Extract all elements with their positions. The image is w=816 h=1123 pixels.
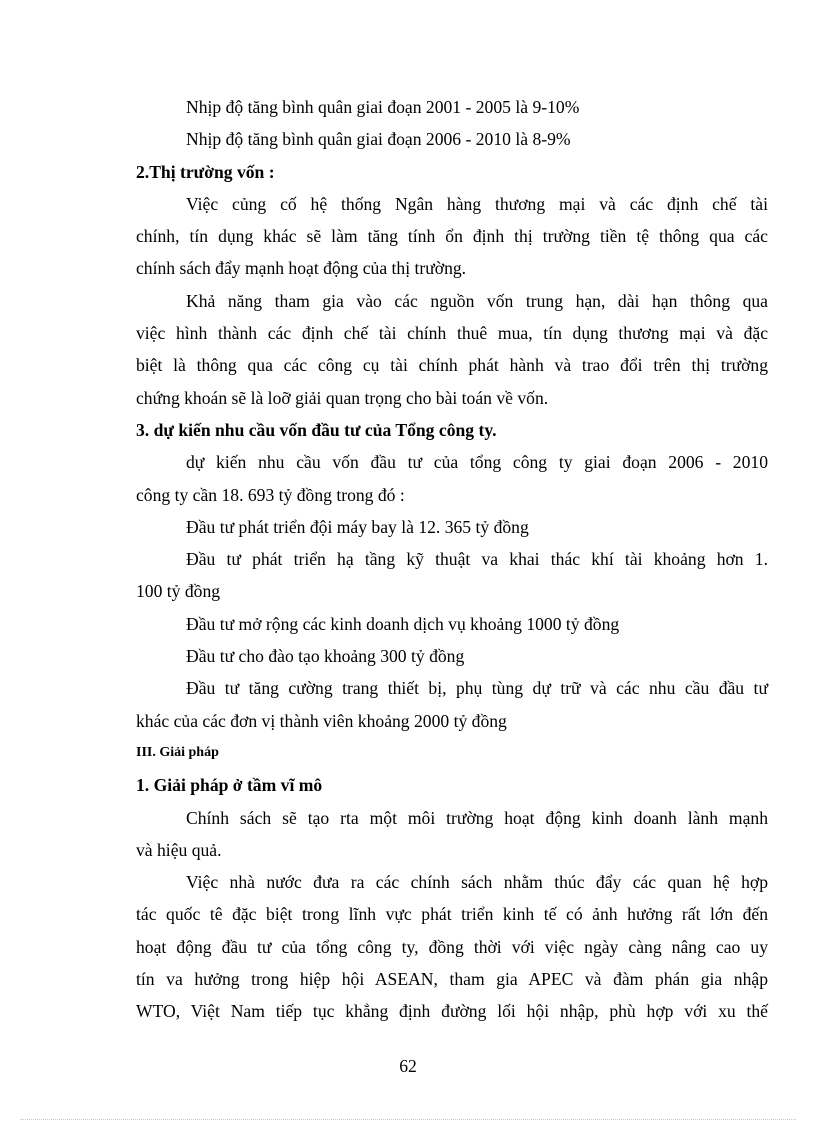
text-line: Đầu tư phát triển hạ tầng kỹ thuật va khai thác khí tài khoảng hơn 1. <box>186 549 768 570</box>
text-line: chính sách đẩy mạnh hoạt động của thị trường. <box>136 258 467 279</box>
text-line: Khả năng tham gia vào các nguồn vốn trung hạn, dài hạn thông qua <box>186 290 768 311</box>
section-heading-capital-needs: 3. dự kiến nhu cầu vốn đầu tư của Tổng công ty. <box>136 419 497 440</box>
paragraph-bank-system <box>136 188 768 285</box>
text-line: tác quốc tê đặc biệt trong lĩnh vực phát triển kinh tế có ảnh hưởng rất lớn đến <box>136 904 768 925</box>
text-line: công ty cần 18. 693 tỷ đồng trong đó : <box>136 484 405 505</box>
growth-rate-2001-2005: Nhịp độ tăng bình quân giai đoạn 2001 - 2005 là 9-10% <box>186 97 580 117</box>
text-line: tín va hưởng trong hiệp hội ASEAN, tham gia APEC và đàm phán gia nhập <box>136 969 768 990</box>
paragraph-investment-infrastructure <box>136 543 768 608</box>
page-number: 62 <box>399 1056 417 1076</box>
text-line: WTO, Việt Nam tiếp tục khẳng định đường lối hội nhập, phù hợp với xu thế <box>136 1001 768 1022</box>
text-line: chính, tín dụng khác sẽ làm tăng tính ổn định thị trường tiền tệ thông qua các <box>136 226 768 247</box>
text-line: chứng khoán sẽ là loỡ giải quan trọng cho bài toán về vốn. <box>136 387 549 408</box>
text-line: Chính sách sẽ tạo rta một môi trường hoạt động kinh doanh lành mạnh <box>186 807 768 828</box>
paragraph-international-cooperation <box>136 866 768 1027</box>
section-heading-capital-market: 2.Thị trường vốn : <box>136 161 275 182</box>
investment-fleet: Đầu tư phát triển đội máy bay là 12. 365 tỷ đồng <box>186 516 529 537</box>
text-line: dự kiến nhu cầu vốn đầu tư của tổng công ty giai đoạn 2006 - 2010 <box>186 452 768 473</box>
text-line: và hiệu quả. <box>136 839 222 860</box>
section-heading-solutions: III. Giải pháp <box>136 744 219 760</box>
paragraph-policy <box>136 802 768 867</box>
text-line: Việc củng cố hệ thống Ngân hàng thương mại và các định chế tài <box>186 193 768 214</box>
growth-rate-2006-2010: Nhịp độ tăng bình quân giai đoạn 2006 - 2010 là 8-9% <box>186 129 571 150</box>
text-line: biệt là thông qua các công cụ tài chính phát hành và trao đổi trên thị trường <box>136 355 768 376</box>
text-line: khác của các đơn vị thành viên khoảng 2000 tỷ đồng <box>136 710 507 731</box>
paragraph-capital-needs <box>136 446 768 511</box>
subsection-heading-macro-solutions: 1. Giải pháp ở tầm vĩ mô <box>136 775 323 796</box>
investment-services: Đầu tư mở rộng các kinh doanh dịch vụ khoảng 1000 tỷ đồng <box>186 613 620 634</box>
investment-training: Đầu tư cho đào tạo khoảng 300 tỷ đồng <box>186 646 465 667</box>
page-bottom-divider <box>20 1119 796 1120</box>
paragraph-investment-equipment <box>136 672 768 737</box>
paragraph-capital-sources <box>136 285 768 414</box>
text-line: 100 tỷ đồng <box>136 581 221 602</box>
text-line: Đầu tư tăng cường trang thiết bị, phụ tùng dự trữ và các nhu cầu đầu tư <box>186 678 768 699</box>
page-content <box>136 91 768 1028</box>
text-line: việc hình thành các định chế tài chính thuê mua, tín dụng thương mại và đặc <box>136 323 768 344</box>
text-line: Việc nhà nước đưa ra các chính sách nhằm thúc đẩy các quan hệ hợp <box>186 872 768 893</box>
text-line: hoạt động đầu tư của tổng công ty, đồng thời với việc ngày càng nâng cao uy <box>136 936 768 957</box>
